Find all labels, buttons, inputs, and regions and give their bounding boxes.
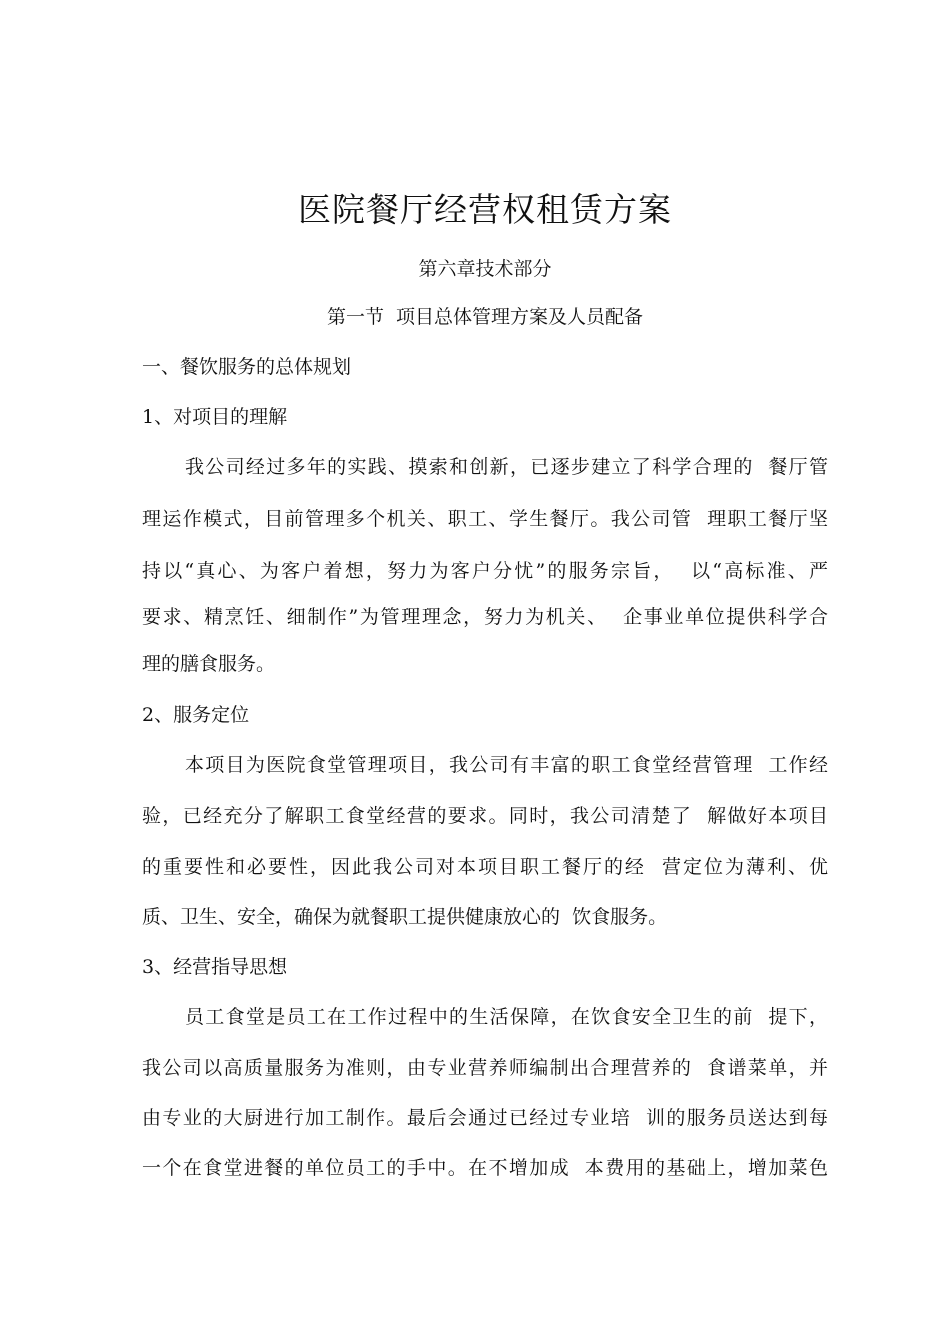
section-heading: 第一节 项目总体管理方案及人员配备 <box>326 306 644 328</box>
part-heading: 一、餐饮服务的总体规划 <box>142 356 352 378</box>
paragraph-line: 我公司经过多年的实践、摸索和创新，已逐步建立了科学合理的 餐厅管 <box>185 456 828 478</box>
paragraph-line: 的重要性和必要性，因此我公司对本项目职工餐厅的经 营定位为薄利、优 <box>142 856 828 878</box>
paragraph-line: 验，已经充分了解职工食堂经营的要求。同时，我公司清楚了 解做好本项目 <box>142 805 828 827</box>
paragraph-line: 理运作模式，目前管理多个机关、职工、学生餐厅。我公司管 理职工餐厅坚 <box>142 508 828 530</box>
paragraph-line: 要求、精烹饪、细制作”为管理理念，努力为机关、 企事业单位提供科学合 <box>142 606 828 628</box>
document-title: 医院餐厅经营权租赁方案 <box>298 190 672 229</box>
paragraph-line: 持以“真心、为客户着想，努力为客户分忧”的服务宗旨， 以“高标准、严 <box>142 560 828 582</box>
chapter-heading: 第六章技术部分 <box>418 258 552 280</box>
subsection-heading-1: 1、对项目的理解 <box>142 406 288 428</box>
paragraph-line: 我公司以高质量服务为准则，由专业营养师编制出合理营养的 食谱菜单，并 <box>142 1057 828 1079</box>
subsection-heading-2: 2、服务定位 <box>142 704 250 726</box>
paragraph-line: 质、卫生、安全，确保为就餐职工提供健康放心的 饮食服务。 <box>142 906 668 928</box>
paragraph-line: 由专业的大厨进行加工制作。最后会通过已经过专业培 训的服务员送达到每 <box>142 1107 828 1129</box>
paragraph-line: 本项目为医院食堂管理项目，我公司有丰富的职工食堂经营管理 工作经 <box>185 754 828 776</box>
paragraph-line: 员工食堂是员工在工作过程中的生活保障，在饮食安全卫生的前 提下， <box>185 1006 828 1028</box>
paragraph-line: 理的膳食服务。 <box>142 653 276 675</box>
paragraph-line: 一个在食堂进餐的单位员工的手中。在不增加成 本费用的基础上，增加菜色 <box>142 1157 828 1179</box>
subsection-heading-3: 3、经营指导思想 <box>142 956 288 978</box>
